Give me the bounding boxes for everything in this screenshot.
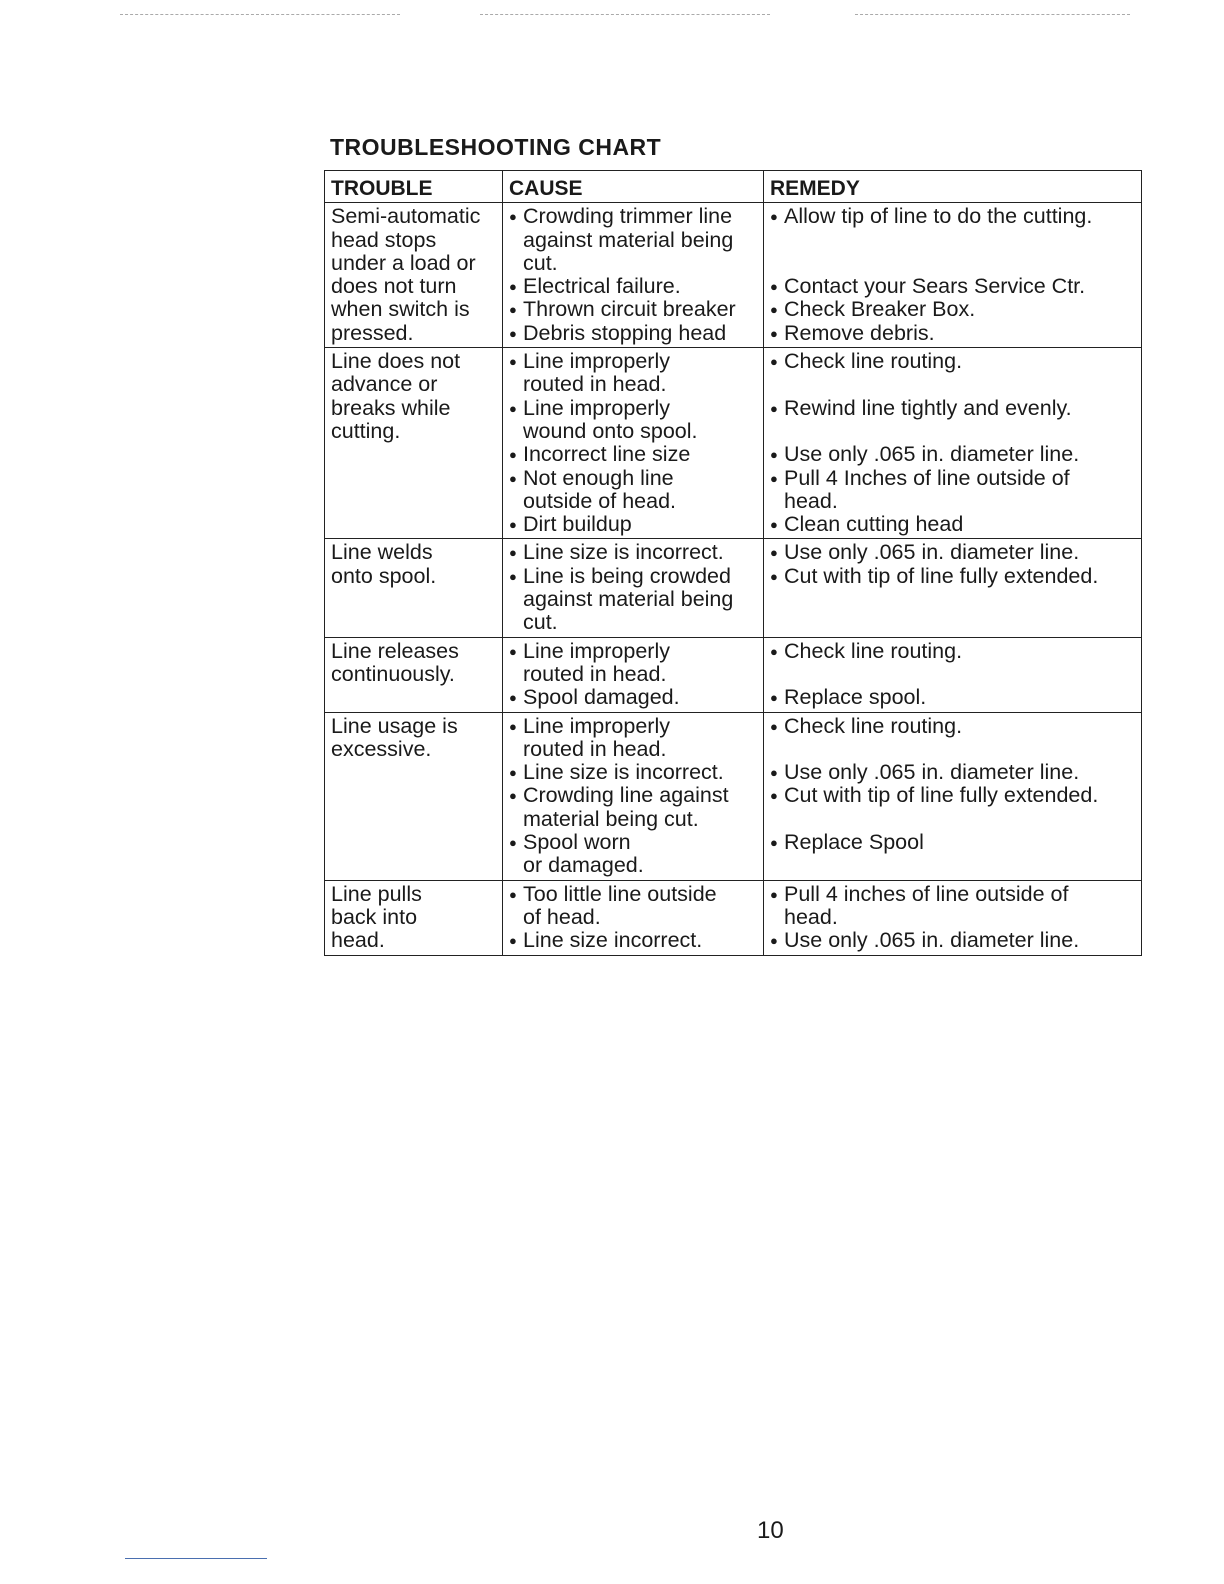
remedy-line: [770, 205, 1135, 228]
cause-line: [509, 883, 757, 906]
remedy-line: [770, 929, 1135, 952]
bullet-icon: ●: [770, 718, 778, 734]
bullet-icon: ●: [509, 447, 517, 463]
troubleshooting-table: [324, 170, 1142, 956]
cause-text: cut.: [523, 610, 558, 635]
header-remedy: REMEDY: [764, 171, 1142, 203]
scan-artifact-line: [855, 14, 1130, 15]
bullet-icon: ●: [770, 447, 778, 463]
cause-line: [509, 611, 757, 634]
bullet-icon: ●: [509, 325, 517, 341]
remedy-line: [770, 808, 1135, 831]
cause-text: Thrown circuit breaker: [523, 297, 736, 322]
cause-line: [509, 588, 757, 611]
cause-line: [509, 738, 757, 761]
cause-text: Incorrect line size: [523, 442, 691, 467]
remedy-text: Check line routing.: [784, 349, 963, 374]
remedy-line: [770, 784, 1135, 807]
cause-line: [509, 467, 757, 490]
trouble-line: continuously.: [331, 661, 455, 686]
trouble-line: Line releases: [331, 638, 459, 663]
remedy-cell: [764, 348, 1142, 539]
cause-text: Not enough line: [523, 465, 674, 490]
remedy-text: head.: [784, 488, 838, 513]
remedy-text: Use only .065 in. diameter line.: [784, 928, 1080, 953]
cause-text: Crowding line against: [523, 783, 729, 808]
bullet-icon: ●: [770, 279, 778, 295]
remedy-line: [770, 298, 1135, 321]
cause-line: [509, 229, 757, 252]
remedy-text: head.: [784, 904, 838, 929]
remedy-text: Use only .065 in. diameter line.: [784, 760, 1080, 785]
bullet-icon: ●: [509, 517, 517, 533]
cause-line: [509, 443, 757, 466]
cause-line: [509, 350, 757, 373]
remedy-line: [770, 565, 1135, 588]
trouble-line: head.: [331, 928, 385, 953]
bullet-icon: ●: [770, 643, 778, 659]
cause-line: [509, 420, 757, 443]
remedy-cell: [764, 712, 1142, 880]
bullet-icon: ●: [509, 400, 517, 416]
remedy-text: Clean cutting head: [784, 512, 964, 537]
trouble-line: cutting.: [331, 418, 401, 443]
bullet-icon: ●: [770, 690, 778, 706]
trouble-line: Line pulls: [331, 881, 422, 906]
table-row: [325, 712, 1142, 880]
remedy-line: [770, 541, 1135, 564]
trouble-line: onto spool.: [331, 563, 437, 588]
cause-text: Line improperly: [523, 349, 670, 374]
header-trouble: TROUBLE: [325, 171, 503, 203]
cause-text: Line size incorrect.: [523, 928, 703, 953]
remedy-text: Use only .065 in. diameter line.: [784, 442, 1080, 467]
table-row: [325, 348, 1142, 539]
bullet-icon: ●: [770, 765, 778, 781]
remedy-text: Replace Spool: [784, 830, 924, 855]
trouble-line: does not turn: [331, 274, 457, 299]
remedy-line: [770, 322, 1135, 345]
trouble-line: back into: [331, 904, 418, 929]
cause-text: wound onto spool.: [523, 418, 698, 443]
cause-text: routed in head.: [523, 372, 667, 397]
cause-text: Spool worn: [523, 830, 631, 855]
cause-line: [509, 252, 757, 275]
header-cause: CAUSE: [503, 171, 764, 203]
cause-line: [509, 715, 757, 738]
remedy-line: [770, 883, 1135, 906]
bullet-icon: ●: [509, 886, 517, 902]
cause-text: Too little line outside: [523, 881, 717, 906]
remedy-cell: [764, 203, 1142, 348]
cause-text: Debris stopping head: [523, 320, 727, 345]
remedy-text: Rewind line tightly and evenly.: [784, 395, 1072, 420]
remedy-cell: [764, 539, 1142, 637]
remedy-line: [770, 686, 1135, 709]
trouble-line: breaks while: [331, 395, 451, 420]
remedy-line: [770, 350, 1135, 373]
cause-text: Dirt buildup: [523, 512, 632, 537]
bullet-icon: ●: [770, 568, 778, 584]
bullet-icon: ●: [770, 400, 778, 416]
cause-cell: [503, 539, 764, 637]
remedy-line: [770, 906, 1135, 929]
trouble-line: when switch is: [331, 297, 470, 322]
bullet-icon: ●: [770, 325, 778, 341]
cause-text: Crowding trimmer line: [523, 204, 733, 229]
bullet-icon: ●: [770, 545, 778, 561]
cause-text: or damaged.: [523, 853, 644, 878]
bullet-icon: ●: [770, 470, 778, 486]
remedy-line: [770, 715, 1135, 738]
remedy-line: [770, 275, 1135, 298]
cause-line: [509, 761, 757, 784]
remedy-text: Contact your Sears Service Ctr.: [784, 274, 1086, 299]
cause-cell: [503, 880, 764, 955]
cause-line: [509, 298, 757, 321]
bullet-icon: ●: [509, 279, 517, 295]
cause-cell: [503, 348, 764, 539]
cause-cell: [503, 712, 764, 880]
cause-line: [509, 541, 757, 564]
bullet-icon: ●: [509, 643, 517, 659]
remedy-line: [770, 443, 1135, 466]
cause-text: Line size is incorrect.: [523, 760, 724, 785]
table-row: [325, 203, 1142, 348]
cause-line: [509, 808, 757, 831]
cause-line: [509, 322, 757, 345]
bullet-icon: ●: [509, 765, 517, 781]
remedy-text: Check Breaker Box.: [784, 297, 976, 322]
remedy-text: Pull 4 inches of line outside of: [784, 881, 1069, 906]
remedy-line: [770, 373, 1135, 396]
cause-line: [509, 565, 757, 588]
bullet-icon: ●: [770, 788, 778, 804]
cause-cell: [503, 637, 764, 712]
cause-text: Line size is incorrect.: [523, 540, 724, 565]
remedy-line: [770, 397, 1135, 420]
bullet-icon: ●: [509, 302, 517, 318]
cause-line: [509, 640, 757, 663]
bullet-icon: ●: [770, 886, 778, 902]
bullet-icon: ●: [509, 788, 517, 804]
remedy-text: Use only .065 in. diameter line.: [784, 540, 1080, 565]
bullet-icon: ●: [770, 517, 778, 533]
remedy-line: [770, 229, 1135, 252]
trouble-line: Line does not: [331, 349, 461, 374]
remedy-line: [770, 761, 1135, 784]
bullet-icon: ●: [509, 690, 517, 706]
trouble-line: Line usage is: [331, 713, 458, 738]
cause-line: [509, 906, 757, 929]
cause-text: against material being: [523, 587, 734, 612]
bullet-icon: ●: [509, 718, 517, 734]
cause-text: material being cut.: [523, 806, 699, 831]
table-header-row: [325, 171, 1142, 203]
cause-line: [509, 490, 757, 513]
bullet-icon: ●: [509, 470, 517, 486]
bullet-icon: ●: [509, 354, 517, 370]
bullet-icon: ●: [770, 354, 778, 370]
cause-text: Line improperly: [523, 713, 670, 738]
bullet-icon: ●: [770, 209, 778, 225]
cause-line: [509, 831, 757, 854]
cause-line: [509, 205, 757, 228]
bullet-icon: ●: [509, 209, 517, 225]
cause-text: of head.: [523, 904, 601, 929]
bullet-icon: ●: [770, 933, 778, 949]
remedy-text: Remove debris.: [784, 320, 935, 345]
trouble-cell: [325, 637, 503, 712]
cause-line: [509, 784, 757, 807]
trouble-line: head stops: [331, 227, 437, 252]
remedy-line: [770, 831, 1135, 854]
trouble-line: advance or: [331, 372, 438, 397]
cause-text: routed in head.: [523, 661, 667, 686]
remedy-line: [770, 490, 1135, 513]
cause-line: [509, 373, 757, 396]
table-row: [325, 880, 1142, 955]
bullet-icon: ●: [509, 568, 517, 584]
cause-line: [509, 397, 757, 420]
cause-text: Line improperly: [523, 395, 670, 420]
cause-text: Line is being crowded: [523, 563, 731, 588]
remedy-text: Pull 4 Inches of line outside of: [784, 465, 1070, 490]
footer-rule: [125, 1558, 267, 1559]
scan-artifact-line: [480, 14, 770, 15]
scan-artifact-line: [120, 14, 400, 15]
cause-line: [509, 686, 757, 709]
bullet-icon: ●: [509, 835, 517, 851]
trouble-line: pressed.: [331, 320, 414, 345]
remedy-text: Cut with tip of line fully extended.: [784, 563, 1099, 588]
cause-text: cut.: [523, 250, 558, 275]
remedy-line: [770, 420, 1135, 443]
bullet-icon: ●: [509, 545, 517, 561]
remedy-line: [770, 513, 1135, 536]
cause-text: Electrical failure.: [523, 274, 681, 299]
trouble-cell: [325, 203, 503, 348]
cause-line: [509, 275, 757, 298]
table-row: [325, 637, 1142, 712]
cause-line: [509, 854, 757, 877]
remedy-cell: [764, 637, 1142, 712]
cause-cell: [503, 203, 764, 348]
cause-line: [509, 663, 757, 686]
cause-line: [509, 929, 757, 952]
cause-line: [509, 513, 757, 536]
table-row: [325, 539, 1142, 637]
remedy-text: Allow tip of line to do the cutting.: [784, 204, 1093, 229]
remedy-line: [770, 663, 1135, 686]
remedy-text: Check line routing.: [784, 713, 963, 738]
trouble-cell: [325, 539, 503, 637]
page-number: 10: [757, 1517, 784, 1544]
trouble-line: under a load or: [331, 250, 476, 275]
cause-text: Line improperly: [523, 638, 670, 663]
remedy-cell: [764, 880, 1142, 955]
remedy-line: [770, 738, 1135, 761]
cause-text: outside of head.: [523, 488, 677, 513]
page-title: TROUBLESHOOTING CHART: [330, 134, 662, 160]
remedy-text: Replace spool.: [784, 685, 927, 710]
remedy-line: [770, 640, 1135, 663]
bullet-icon: ●: [509, 933, 517, 949]
trouble-cell: [325, 348, 503, 539]
cause-text: Spool damaged.: [523, 685, 680, 710]
bullet-icon: ●: [770, 835, 778, 851]
trouble-cell: [325, 880, 503, 955]
remedy-line: [770, 467, 1135, 490]
trouble-cell: [325, 712, 503, 880]
trouble-line: excessive.: [331, 736, 432, 761]
cause-text: against material being: [523, 227, 734, 252]
trouble-line: Semi-automatic: [331, 204, 481, 229]
cause-text: routed in head.: [523, 736, 667, 761]
remedy-line: [770, 252, 1135, 275]
remedy-text: Check line routing.: [784, 638, 963, 663]
trouble-line: Line welds: [331, 540, 433, 565]
bullet-icon: ●: [770, 302, 778, 318]
remedy-text: Cut with tip of line fully extended.: [784, 783, 1099, 808]
